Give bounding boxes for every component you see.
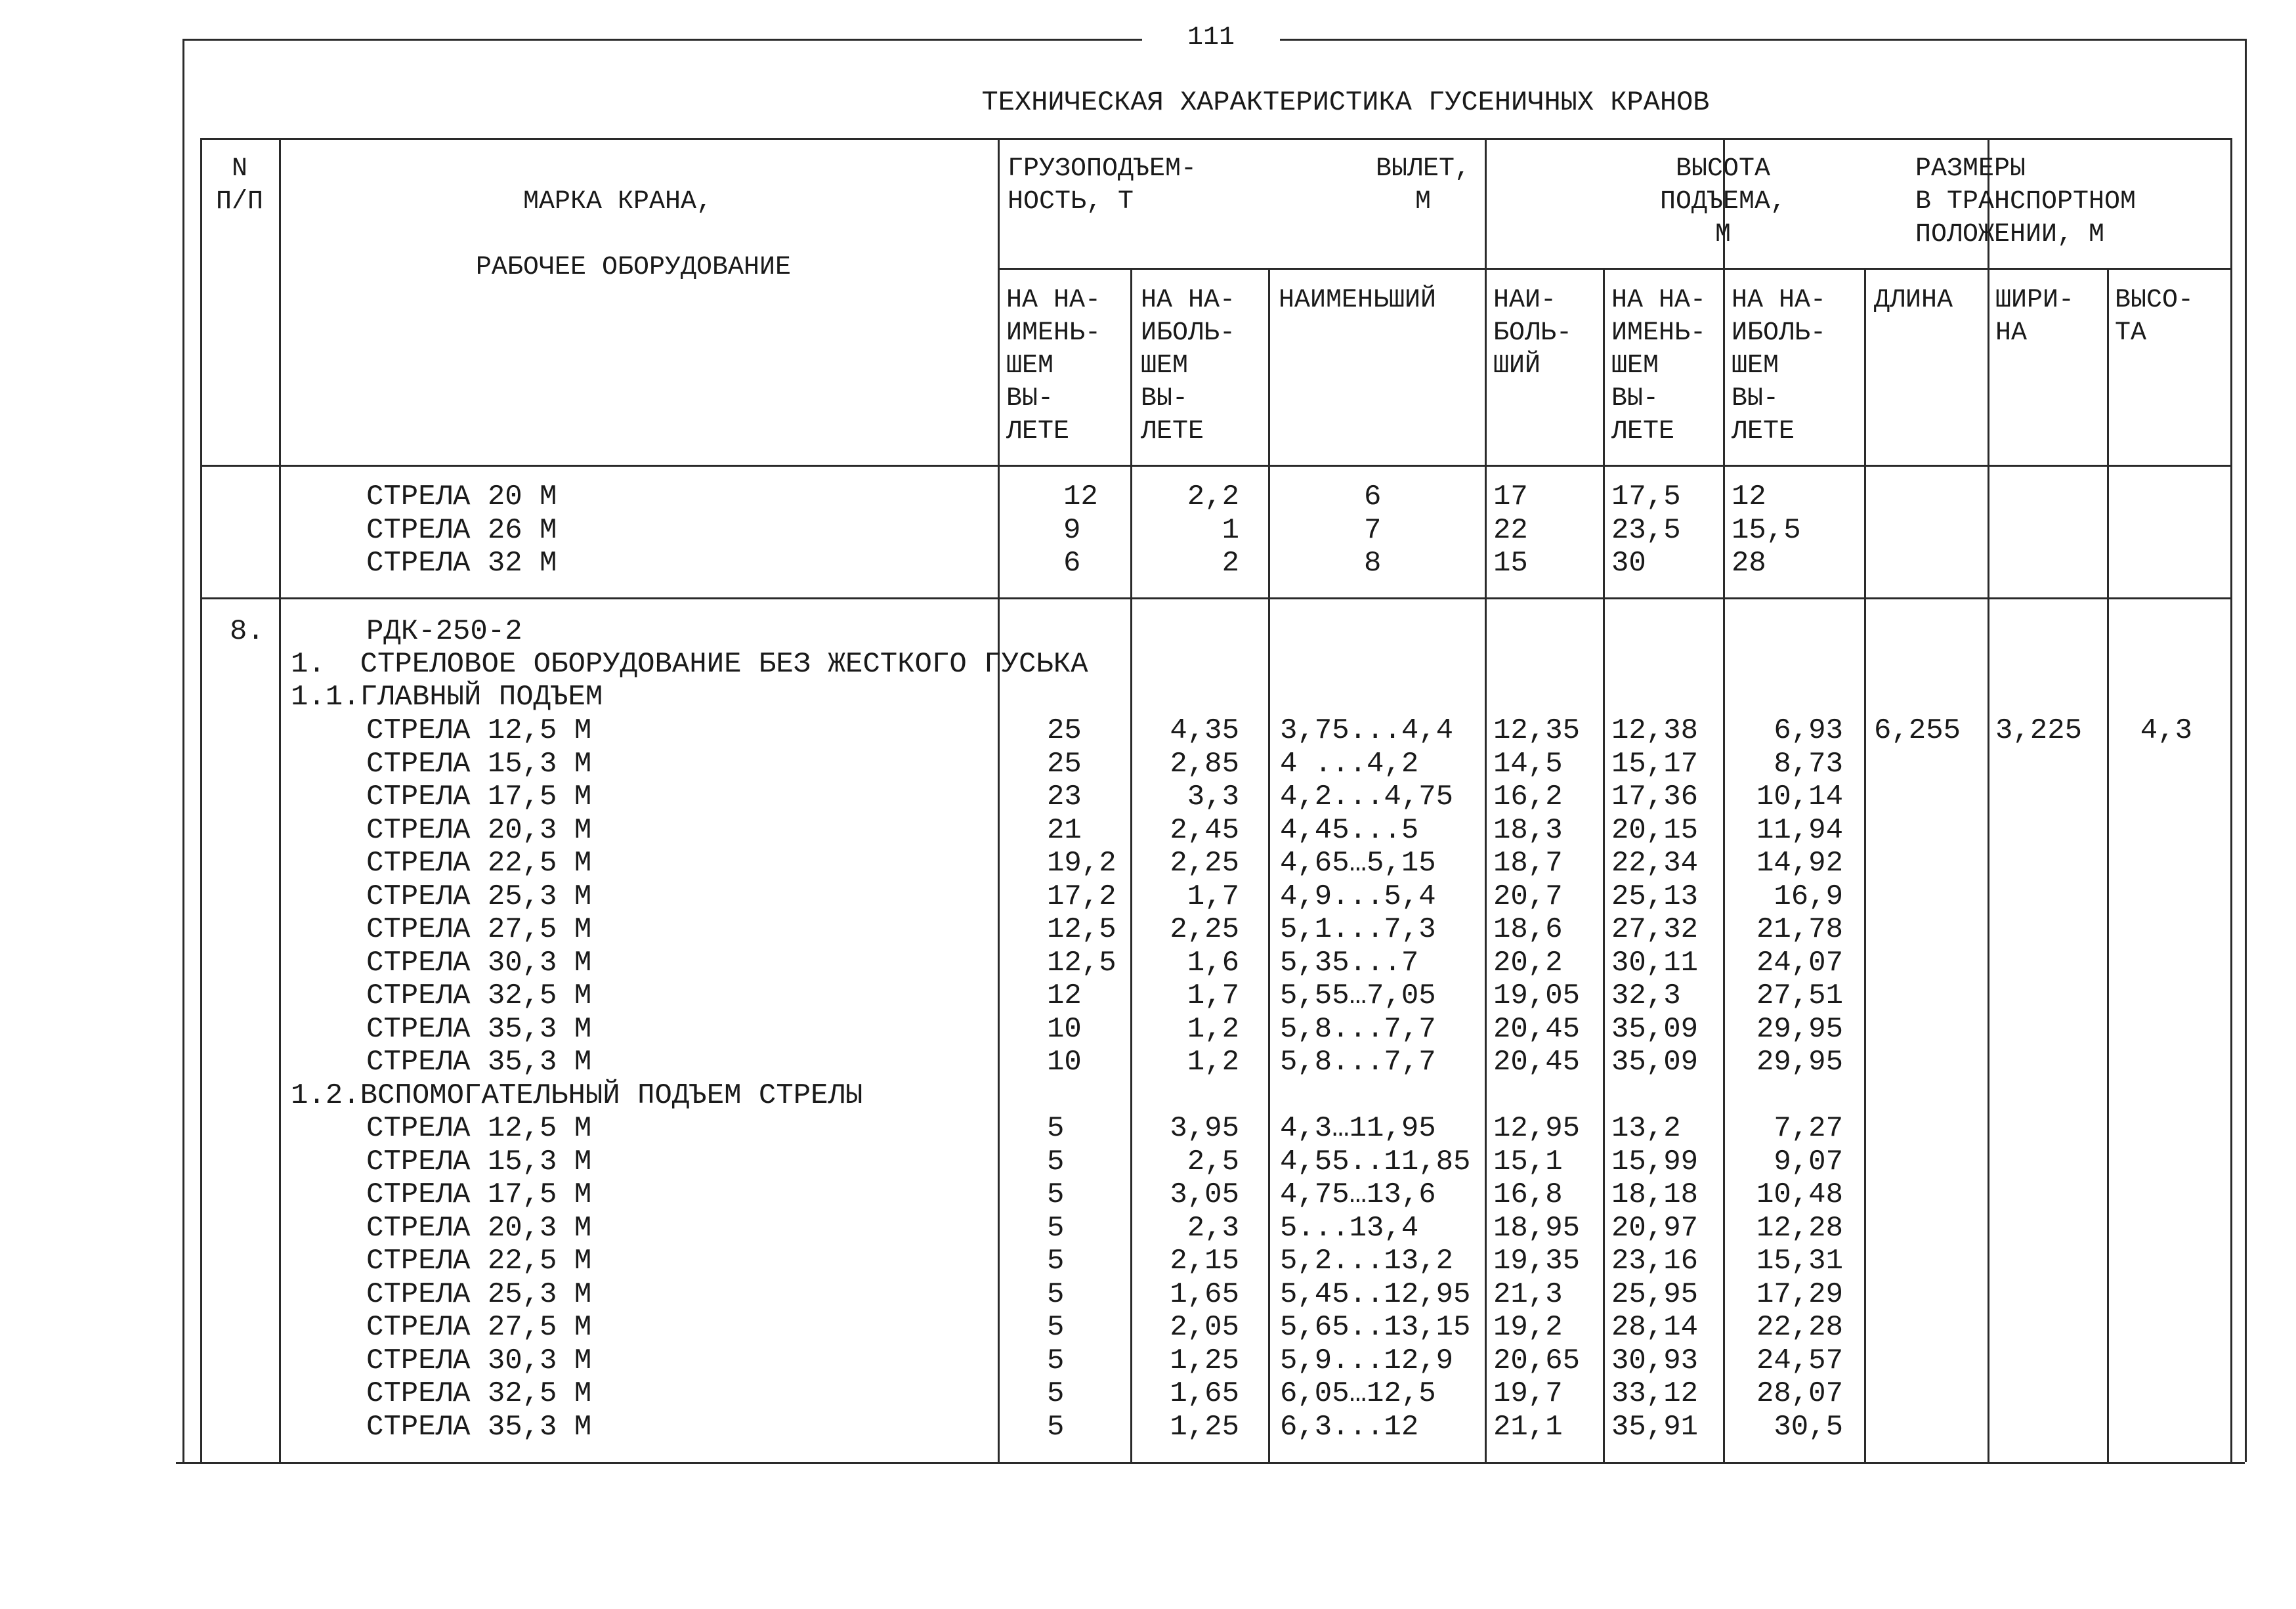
aux-hoist-row-mark: СТРЕЛА 17,5 М (366, 1178, 592, 1211)
aux-hoist-row-reach_max: 16,8 (1493, 1178, 1563, 1211)
column-rule (2230, 268, 2232, 1462)
aux-hoist-row-reach_max: 19,7 (1493, 1377, 1563, 1410)
frame-left (182, 39, 184, 1462)
main-hoist-row-cap_min: 12,5 (1047, 913, 1116, 946)
aux-hoist-row-mark: СТРЕЛА 15,3 М (366, 1145, 592, 1178)
header-sub-rule (998, 268, 2230, 270)
block1-row-h_max: 28 (1732, 547, 1766, 580)
subheader-h_max: ЛЕТЕ (1732, 417, 1795, 446)
main-hoist-row-h_min: 30,11 (1611, 946, 1699, 979)
main-hoist-row-h_min: 22,34 (1611, 847, 1699, 880)
main-hoist-row-reach_min: 4,9...5,4 (1280, 880, 1436, 913)
main-hoist-row-h_min: 12,38 (1611, 714, 1699, 747)
aux-hoist-row-reach_min: 5,9...12,9 (1280, 1344, 1454, 1377)
main-hoist-row-h_min: 20,15 (1611, 813, 1699, 847)
block1-row-h_min: 17,5 (1611, 481, 1681, 513)
subheader-h_min: ШЕМ (1611, 351, 1659, 381)
main-hoist-row-cap_min: 25 (1047, 714, 1082, 747)
aux-hoist-row-cap_max: 1,25 (1170, 1344, 1239, 1377)
aux-hoist-row-reach_max: 15,1 (1493, 1145, 1563, 1178)
aux-hoist-row-mark: СТРЕЛА 30,3 М (366, 1344, 592, 1377)
subheader-cap_max: ВЫ- (1141, 384, 1189, 414)
aux-hoist-row-cap_min: 5 (1047, 1410, 1065, 1444)
subheader-cap_min: ИМЕНЬ- (1006, 318, 1101, 348)
aux-hoist-row-h_min: 15,99 (1611, 1145, 1699, 1178)
subheader-width: НА (1995, 318, 2028, 348)
main-hoist-row-cap_min: 23 (1047, 781, 1082, 813)
column-rule (2107, 268, 2109, 1462)
aux-hoist-row-cap_max: 2,5 (1187, 1145, 1239, 1178)
main-hoist-row-cap_min: 12,5 (1047, 946, 1116, 979)
main-hoist-row-reach_max: 18,6 (1493, 913, 1563, 946)
main-hoist-row-cap_min: 12 (1047, 979, 1082, 1012)
main-hoist-row-h_min: 35,09 (1611, 1046, 1699, 1079)
main-hoist-row-reach_min: 4 ...4,2 (1280, 747, 1419, 781)
main-hoist-row-cap_max: 4,35 (1170, 714, 1239, 747)
frame-right (2245, 39, 2247, 1462)
aux-hoist-row-reach_min: 5,2...13,2 (1280, 1245, 1454, 1277)
subheader-reach_min: НАИМЕНЬШИЙ (1279, 286, 1437, 315)
main-hoist-row-reach_max: 20,45 (1493, 1046, 1581, 1079)
subheader-h_min: ИМЕНЬ- (1611, 318, 1707, 348)
block1-row-mark: СТРЕЛА 32 М (366, 547, 557, 580)
block1-row-cap_min: 12 (1063, 481, 1098, 513)
main-hoist-row-mark: СТРЕЛА 35,3 М (366, 1046, 592, 1079)
block1-row-reach_min: 8 (1364, 547, 1382, 580)
subheader-width: ШИРИ- (1995, 286, 2075, 315)
aux-hoist-row-cap_min: 5 (1047, 1112, 1065, 1145)
subheader-h_max: ШЕМ (1732, 351, 1779, 381)
block1-row-h_max: 15,5 (1732, 513, 1801, 547)
block1-row-cap_min: 6 (1063, 547, 1081, 580)
main-hoist-row-reach_min: 5,8...7,7 (1280, 1012, 1436, 1046)
main-hoist-row-h_max: 16,9 (1774, 880, 1843, 913)
aux-hoist-row-reach_max: 19,35 (1493, 1245, 1581, 1277)
main-hoist-row-cap_max: 2,25 (1170, 913, 1239, 946)
aux-hoist-row-cap_max: 1,65 (1170, 1377, 1239, 1410)
aux-hoist-row-reach_min: 5...13,4 (1280, 1211, 1419, 1245)
header-lift-height: ВЫСОТА (1675, 154, 1771, 184)
aux-hoist-row-mark: СТРЕЛА 22,5 М (366, 1245, 592, 1277)
main-hoist-row-mark: СТРЕЛА 20,3 М (366, 813, 592, 847)
subheader-reach_max: БОЛЬ- (1493, 318, 1573, 348)
block1-row-cap_max: 1 (1222, 513, 1239, 547)
main-hoist-row-cap_min: 21 (1047, 813, 1082, 847)
main-hoist-row-cap_max: 1,2 (1187, 1012, 1239, 1046)
aux-hoist-row-h_max: 12,28 (1756, 1211, 1843, 1245)
main-hoist-row-mark: СТРЕЛА 15,3 М (366, 747, 592, 781)
column-rule (279, 138, 281, 1462)
subheader-cap_min: НА НА- (1006, 286, 1101, 315)
subheader-h_min: ВЫ- (1611, 384, 1659, 414)
aux-hoist-row-h_min: 23,16 (1611, 1245, 1699, 1277)
aux-hoist-row-cap_max: 2,05 (1170, 1311, 1239, 1344)
subheader-h_min: НА НА- (1611, 286, 1707, 315)
aux-hoist-row-reach_max: 20,65 (1493, 1344, 1581, 1377)
header-capacity: ГРУЗОПОДЪЕМ- (1008, 154, 1197, 184)
block1-row-h_min: 23,5 (1611, 513, 1681, 547)
aux-hoist-row-cap_min: 5 (1047, 1211, 1065, 1245)
block1-row-reach_max: 17 (1493, 481, 1528, 513)
aux-hoist-row-h_min: 20,97 (1611, 1211, 1699, 1245)
main-hoist-row-h_max: 11,94 (1756, 813, 1843, 847)
aux-hoist-row-h_max: 10,48 (1756, 1178, 1843, 1211)
block1-row-h_min: 30 (1611, 547, 1646, 580)
main-hoist-row-reach_max: 20,7 (1493, 880, 1563, 913)
main-hoist-row-reach_max: 12,35 (1493, 714, 1581, 747)
block1-row-h_max: 12 (1732, 481, 1766, 513)
aux-hoist-row-cap_min: 5 (1047, 1277, 1065, 1311)
main-hoist-row-reach_max: 20,45 (1493, 1012, 1581, 1046)
subsection-aux-hoist: 1.2.ВСПОМОГАТЕЛЬНЫЙ ПОДЪЕМ СТРЕЛЫ (291, 1079, 863, 1112)
aux-hoist-row-h_max: 28,07 (1756, 1377, 1843, 1410)
aux-hoist-row-h_min: 28,14 (1611, 1311, 1699, 1344)
aux-hoist-row-cap_max: 1,25 (1170, 1410, 1239, 1444)
main-hoist-row-h_max: 21,78 (1756, 913, 1843, 946)
table-title: ТЕХНИЧЕСКАЯ ХАРАКТЕРИСТИКА ГУСЕНИЧНЫХ КРАНОВ (981, 87, 1710, 118)
aux-hoist-row-cap_min: 5 (1047, 1311, 1065, 1344)
main-hoist-row-mark: СТРЕЛА 25,3 М (366, 880, 592, 913)
block1-row-cap_min: 9 (1063, 513, 1081, 547)
block1-row-cap_max: 2,2 (1187, 481, 1239, 513)
aux-hoist-row-reach_min: 5,45..12,95 (1280, 1277, 1471, 1311)
column-rule (1864, 268, 1866, 1462)
main-hoist-row-reach_min: 5,8...7,7 (1280, 1046, 1436, 1079)
main-hoist-row-cap_min: 10 (1047, 1046, 1082, 1079)
main-hoist-row-mark: СТРЕЛА 32,5 М (366, 979, 592, 1012)
subheader-cap_min: ВЫ- (1006, 384, 1054, 414)
aux-hoist-row-cap_max: 1,65 (1170, 1277, 1239, 1311)
main-hoist-row-h_max: 14,92 (1756, 847, 1843, 880)
table-left (200, 138, 202, 1462)
main-hoist-row-mark: СТРЕЛА 12,5 М (366, 714, 592, 747)
aux-hoist-row-reach_max: 12,95 (1493, 1112, 1581, 1145)
block1-row-cap_max: 2 (1222, 547, 1239, 580)
header-transport-dims: В ТРАНСПОРТНОМ (1915, 187, 2137, 217)
block1-row-reach_max: 22 (1493, 513, 1528, 547)
aux-hoist-row-reach_min: 6,3...12 (1280, 1410, 1419, 1444)
aux-hoist-row-h_max: 7,27 (1774, 1112, 1843, 1145)
main-hoist-row-cap_max: 3,3 (1187, 781, 1239, 813)
aux-hoist-row-cap_max: 3,05 (1170, 1178, 1239, 1211)
main-hoist-row-h_max: 27,51 (1756, 979, 1843, 1012)
header-bottom (200, 465, 2230, 467)
main-hoist-row-reach_max: 19,05 (1493, 979, 1581, 1012)
main-hoist-row-cap_max: 1,6 (1187, 946, 1239, 979)
subheader-cap_max: ЛЕТЕ (1141, 417, 1204, 446)
subheader-h_max: ИБОЛЬ- (1732, 318, 1827, 348)
column-rule (1268, 268, 1270, 1462)
main-hoist-row-cap_min: 17,2 (1047, 880, 1116, 913)
column-rule (1988, 138, 1989, 1462)
frame-top-left (182, 39, 1142, 41)
aux-hoist-row-reach_max: 18,95 (1493, 1211, 1581, 1245)
main-hoist-row-mark: СТРЕЛА 22,5 М (366, 847, 592, 880)
aux-hoist-row-reach_max: 19,2 (1493, 1311, 1563, 1344)
main-hoist-row-h_max: 10,14 (1756, 781, 1843, 813)
header-reach: ВЫЛЕТ, (1375, 154, 1471, 184)
main-hoist-row-reach_min: 5,35...7 (1280, 946, 1419, 979)
frame-bottom (176, 1462, 2245, 1464)
header-transport-dims: РАЗМЕРЫ (1915, 154, 2026, 184)
main-hoist-row-cap_max: 1,2 (1187, 1046, 1239, 1079)
header-number: П/П (215, 187, 264, 217)
column-rule (1603, 268, 1605, 1462)
aux-hoist-row-cap_max: 2,15 (1170, 1245, 1239, 1277)
header-reach: М (1414, 187, 1432, 217)
main-hoist-row-reach_max: 18,7 (1493, 847, 1563, 880)
main-hoist-row-cap_max: 2,25 (1170, 847, 1239, 880)
aux-hoist-row-cap_max: 3,95 (1170, 1112, 1239, 1145)
column-rule (1485, 138, 1487, 1462)
frame-top-right (1280, 39, 2245, 41)
main-hoist-row-reach_min: 4,45...5 (1280, 813, 1419, 847)
aux-hoist-row-mark: СТРЕЛА 25,3 М (366, 1277, 592, 1311)
block1-row-mark: СТРЕЛА 26 М (366, 513, 557, 547)
header-lift-height: ПОДЪЕМА, (1659, 187, 1787, 217)
header-mark: МАРКА КРАНА, (522, 187, 712, 217)
main-hoist-row-cap_min: 10 (1047, 1012, 1082, 1046)
main-hoist-row-h_min: 32,3 (1611, 979, 1681, 1012)
aux-hoist-row-mark: СТРЕЛА 20,3 М (366, 1211, 592, 1245)
subheader-dheight: ТА (2115, 318, 2147, 348)
subheader-dheight: ВЫСО- (2115, 286, 2194, 315)
block-separator (200, 597, 2230, 599)
main-hoist-row-mark: СТРЕЛА 27,5 М (366, 913, 592, 946)
subheader-h_max: ВЫ- (1732, 384, 1779, 414)
header-equipment: РАБОЧЕЕ ОБОРУДОВАНИЕ (475, 253, 791, 282)
aux-hoist-row-h_max: 24,57 (1756, 1344, 1843, 1377)
subheader-cap_max: ИБОЛЬ- (1141, 318, 1236, 348)
aux-hoist-row-h_max: 15,31 (1756, 1245, 1843, 1277)
header-capacity: НОСТЬ, Т (1008, 187, 1134, 217)
aux-hoist-row-h_min: 35,91 (1611, 1410, 1699, 1444)
subheader-cap_max: НА НА- (1141, 286, 1236, 315)
subsection-main-hoist: 1.1.ГЛАВНЫЙ ПОДЪЕМ (291, 681, 603, 714)
main-hoist-row-h_min: 25,13 (1611, 880, 1699, 913)
main-hoist-row-reach_min: 5,55…7,05 (1280, 979, 1436, 1012)
table-top (200, 138, 2230, 140)
aux-hoist-row-h_max: 22,28 (1756, 1311, 1843, 1344)
main-hoist-row-reach_max: 16,2 (1493, 781, 1563, 813)
main-hoist-row-cap_max: 2,45 (1170, 813, 1239, 847)
main-hoist-row-cap_max: 2,85 (1170, 747, 1239, 781)
aux-hoist-row-h_min: 25,95 (1611, 1277, 1699, 1311)
main-hoist-row-h_max: 29,95 (1756, 1012, 1843, 1046)
subheader-reach_max: ШИЙ (1493, 351, 1541, 381)
aux-hoist-row-h_min: 33,12 (1611, 1377, 1699, 1410)
main-hoist-row-reach_max: 20,2 (1493, 946, 1563, 979)
subheader-cap_min: ШЕМ (1006, 351, 1054, 381)
main-hoist-row-mark: СТРЕЛА 30,3 М (366, 946, 592, 979)
dim-width: 3,225 (1995, 714, 2083, 747)
subheader-length: ДЛИНА (1874, 286, 1953, 315)
main-hoist-row-cap_max: 1,7 (1187, 880, 1239, 913)
main-hoist-row-cap_max: 1,7 (1187, 979, 1239, 1012)
main-hoist-row-h_min: 27,32 (1611, 913, 1699, 946)
main-hoist-row-reach_min: 4,65…5,15 (1280, 847, 1436, 880)
main-hoist-row-reach_min: 3,75...4,4 (1280, 714, 1454, 747)
aux-hoist-row-h_min: 18,18 (1611, 1178, 1699, 1211)
main-hoist-row-h_max: 6,93 (1774, 714, 1843, 747)
dim-height: 4,3 (2140, 714, 2192, 747)
aux-hoist-row-cap_min: 5 (1047, 1344, 1065, 1377)
main-hoist-row-h_max: 8,73 (1774, 747, 1843, 781)
aux-hoist-row-cap_min: 5 (1047, 1145, 1065, 1178)
aux-hoist-row-mark: СТРЕЛА 32,5 М (366, 1377, 592, 1410)
dim-length: 6,255 (1874, 714, 1961, 747)
main-hoist-row-h_max: 29,95 (1756, 1046, 1843, 1079)
aux-hoist-row-h_max: 17,29 (1756, 1277, 1843, 1311)
aux-hoist-row-h_min: 30,93 (1611, 1344, 1699, 1377)
header-transport-dims: ПОЛОЖЕНИИ, М (1915, 220, 2105, 249)
main-hoist-row-h_max: 24,07 (1756, 946, 1843, 979)
aux-hoist-row-mark: СТРЕЛА 35,3 М (366, 1410, 592, 1444)
main-hoist-row-h_min: 15,17 (1611, 747, 1699, 781)
aux-hoist-row-reach_min: 5,65..13,15 (1280, 1311, 1471, 1344)
column-rule (1723, 138, 1725, 1462)
row-number: 8. (230, 615, 265, 648)
aux-hoist-row-reach_min: 4,75…13,6 (1280, 1178, 1436, 1211)
aux-hoist-row-reach_min: 6,05…12,5 (1280, 1377, 1436, 1410)
block1-row-mark: СТРЕЛА 20 М (366, 481, 557, 513)
block1-row-reach_min: 6 (1364, 481, 1382, 513)
section-title: 1. СТРЕЛОВОЕ ОБОРУДОВАНИЕ БЕЗ ЖЕСТКОГО ГУСЬКА (291, 648, 1088, 681)
aux-hoist-row-h_max: 9,07 (1774, 1145, 1843, 1178)
aux-hoist-row-cap_max: 2,3 (1187, 1211, 1239, 1245)
block1-row-reach_min: 7 (1364, 513, 1382, 547)
subheader-cap_min: ЛЕТЕ (1006, 417, 1070, 446)
header-lift-height: М (1714, 220, 1732, 249)
main-hoist-row-mark: СТРЕЛА 35,3 М (366, 1012, 592, 1046)
aux-hoist-row-reach_max: 21,3 (1493, 1277, 1563, 1311)
aux-hoist-row-reach_min: 4,55..11,85 (1280, 1145, 1471, 1178)
aux-hoist-row-mark: СТРЕЛА 12,5 М (366, 1112, 592, 1145)
subheader-h_min: ЛЕТЕ (1611, 417, 1675, 446)
aux-hoist-row-cap_min: 5 (1047, 1377, 1065, 1410)
block1-row-reach_max: 15 (1493, 547, 1528, 580)
main-hoist-row-reach_max: 18,3 (1493, 813, 1563, 847)
main-hoist-row-mark: СТРЕЛА 17,5 М (366, 781, 592, 813)
column-rule (1130, 268, 1132, 1462)
aux-hoist-row-reach_max: 21,1 (1493, 1410, 1563, 1444)
aux-hoist-row-h_max: 30,5 (1774, 1410, 1843, 1444)
aux-hoist-row-h_min: 13,2 (1611, 1112, 1681, 1145)
column-rule (998, 138, 1000, 1462)
subheader-reach_max: НАИ- (1493, 286, 1557, 315)
aux-hoist-row-reach_min: 4,3…11,95 (1280, 1112, 1436, 1145)
subheader-h_max: НА НА- (1732, 286, 1827, 315)
main-hoist-row-cap_min: 25 (1047, 747, 1082, 781)
main-hoist-row-cap_min: 19,2 (1047, 847, 1116, 880)
aux-hoist-row-cap_min: 5 (1047, 1245, 1065, 1277)
main-hoist-row-reach_min: 5,1...7,3 (1280, 913, 1436, 946)
subheader-cap_max: ШЕМ (1141, 351, 1189, 381)
aux-hoist-row-cap_min: 5 (1047, 1178, 1065, 1211)
page-number: 111 (1187, 23, 1235, 53)
main-hoist-row-reach_max: 14,5 (1493, 747, 1563, 781)
aux-hoist-row-mark: СТРЕЛА 27,5 М (366, 1311, 592, 1344)
header-number: N (231, 154, 248, 184)
main-hoist-row-reach_min: 4,2...4,75 (1280, 781, 1454, 813)
main-hoist-row-h_min: 17,36 (1611, 781, 1699, 813)
main-hoist-row-h_min: 35,09 (1611, 1012, 1699, 1046)
crane-model: РДК-250-2 (366, 615, 522, 648)
